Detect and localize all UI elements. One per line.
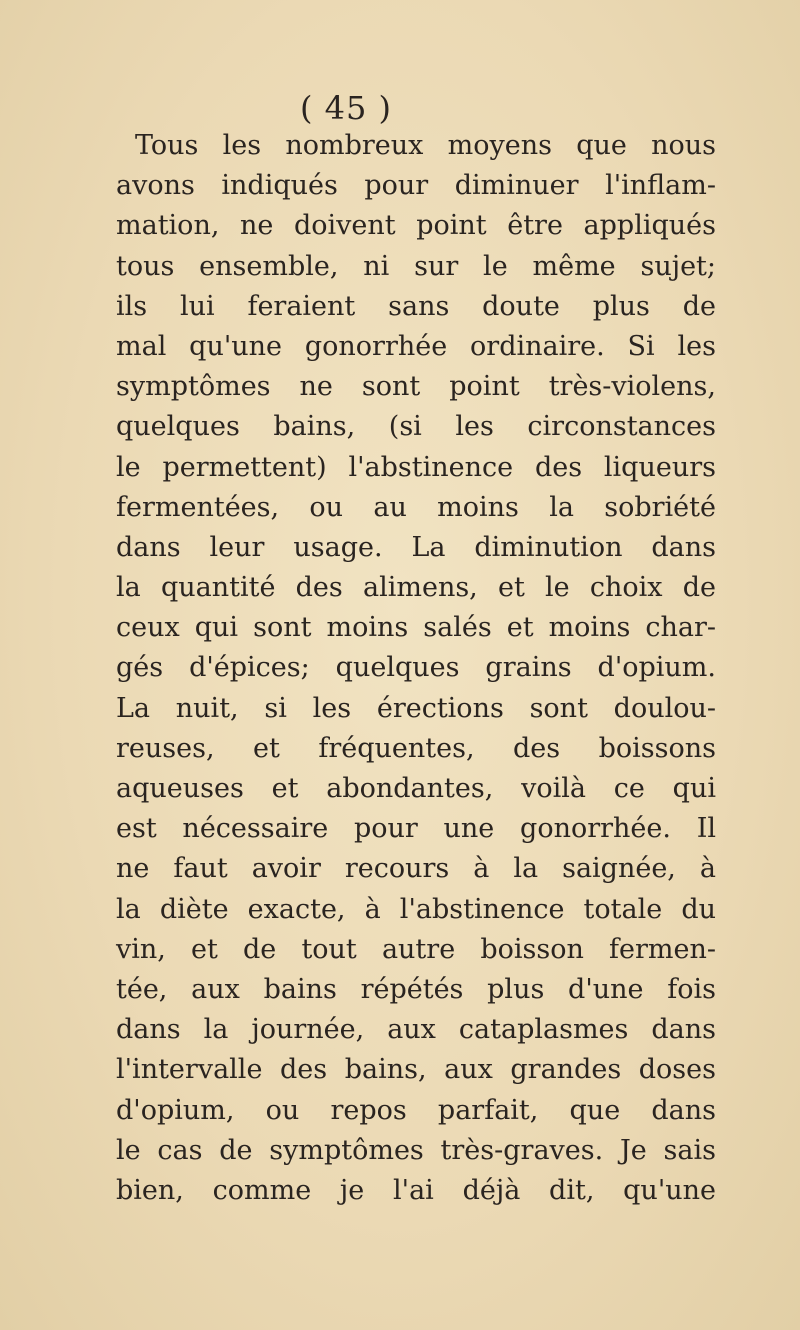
text-line: le cas de symptômes très-graves. Je sais (116, 1134, 716, 1166)
text-line: dans leur usage. La diminution dans (116, 531, 716, 563)
text-line: avons indiqués pour diminuer l'inflam- (116, 170, 716, 202)
text-line: symptômes ne sont point très-violens, (116, 371, 716, 403)
text-line: ils lui feraient sans doute plus de (116, 290, 716, 322)
text-line: reuses, et fréquentes, des boissons (116, 732, 716, 764)
text-line: quelques bains, (si les circonstances (116, 411, 716, 443)
text-line: mation, ne doivent point être appliqués (116, 210, 716, 242)
text-line: la diète exacte, à l'abstinence totale du (116, 893, 716, 925)
body-text (116, 126, 716, 1211)
text-line: gés d'épices; quelques grains d'opium. (116, 652, 716, 684)
text-line: tous ensemble, ni sur le même sujet; (116, 250, 716, 282)
text-line: tée, aux bains répétés plus d'une fois (116, 973, 716, 1005)
text-line: Tous les nombreux moyens que nous (135, 130, 716, 161)
page-number (0, 88, 800, 128)
text-line: est nécessaire pour une gonorrhée. Il (116, 813, 716, 845)
text-line: aqueuses et abondantes, voilà ce qui (116, 773, 716, 804)
text-line: mal qu'une gonorrhée ordinaire. Si les (116, 330, 716, 362)
text-line: fermentées, ou au moins la sobriété (116, 491, 716, 523)
text-line: ne faut avoir recours à la saignée, à (116, 853, 716, 885)
text-line: le permettent) l'abstinence des liqueurs (116, 451, 716, 483)
text-line: La nuit, si les érections sont doulou- (116, 692, 716, 724)
text-line: vin, et de tout autre boisson fermen- (116, 933, 716, 965)
text-line: ceux qui sont moins salés et moins char- (116, 612, 716, 644)
text-line: d'opium, ou repos parfait, que dans (116, 1094, 716, 1126)
text-line: l'intervalle des bains, aux grandes doses (116, 1054, 716, 1086)
text-line: dans la journée, aux cataplasmes dans (116, 1014, 716, 1046)
text-line: la quantité des alimens, et le choix de (116, 572, 716, 604)
text-line: bien, comme je l'ai déjà dit, qu'une (116, 1174, 716, 1206)
page-number-text: ( 45 ) (299, 89, 393, 127)
